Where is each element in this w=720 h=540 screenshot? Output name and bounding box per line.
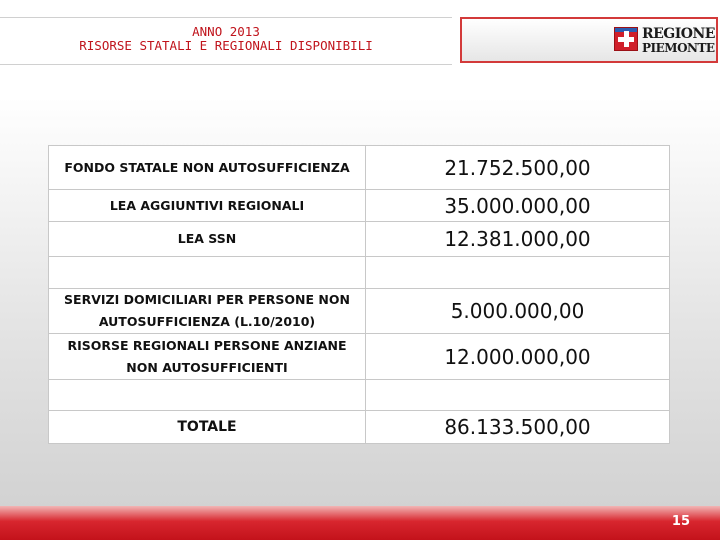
- table-row: [49, 190, 669, 222]
- table-row: [49, 146, 669, 190]
- total-value: 86.133.500,00: [444, 415, 591, 439]
- row-value: 12.381.000,00: [444, 227, 591, 251]
- piedmont-shield-icon: [614, 27, 638, 51]
- table-row: [49, 222, 669, 257]
- page-title: RISORSE STATALI E REGIONALI DISPONIBILI: [79, 38, 373, 53]
- row-value: [366, 380, 669, 410]
- page-number: 15: [671, 514, 690, 529]
- table-row: [49, 334, 669, 380]
- row-value: 12.000.000,00: [444, 344, 591, 369]
- logo-text-regione: REGIONE: [642, 26, 715, 42]
- row-label: LEA AGGIUNTIVI REGIONALI: [49, 190, 366, 221]
- row-label: [49, 380, 366, 410]
- row-label: RISORSE REGIONALI PERSONE ANZIANE NON AUTOSUFFICIENTI: [49, 334, 366, 379]
- row-label: LEA SSN: [49, 222, 366, 256]
- row-label: [49, 257, 366, 288]
- table-row-total: [49, 411, 669, 443]
- row-label: FONDO STATALE NON AUTOSUFFICIENZA: [49, 146, 366, 189]
- logo-text-piemonte: PIEMONTE: [642, 41, 715, 55]
- table-row: [49, 289, 669, 334]
- resources-table: [48, 145, 670, 444]
- total-label: TOTALE: [49, 411, 366, 443]
- row-value: 21.752.500,00: [444, 155, 591, 180]
- table-row: [49, 257, 669, 289]
- page-title-year: ANNO 2013: [192, 24, 260, 39]
- row-label: SERVIZI DOMICILIARI PER PERSONE NON AUTOSUFFICIENZA (L.10/2010): [49, 289, 366, 333]
- table-row: [49, 380, 669, 411]
- row-value: 35.000.000,00: [444, 193, 591, 218]
- row-value: 5.000.000,00: [450, 299, 585, 323]
- row-value: [366, 257, 669, 288]
- footer-bar: [0, 506, 720, 540]
